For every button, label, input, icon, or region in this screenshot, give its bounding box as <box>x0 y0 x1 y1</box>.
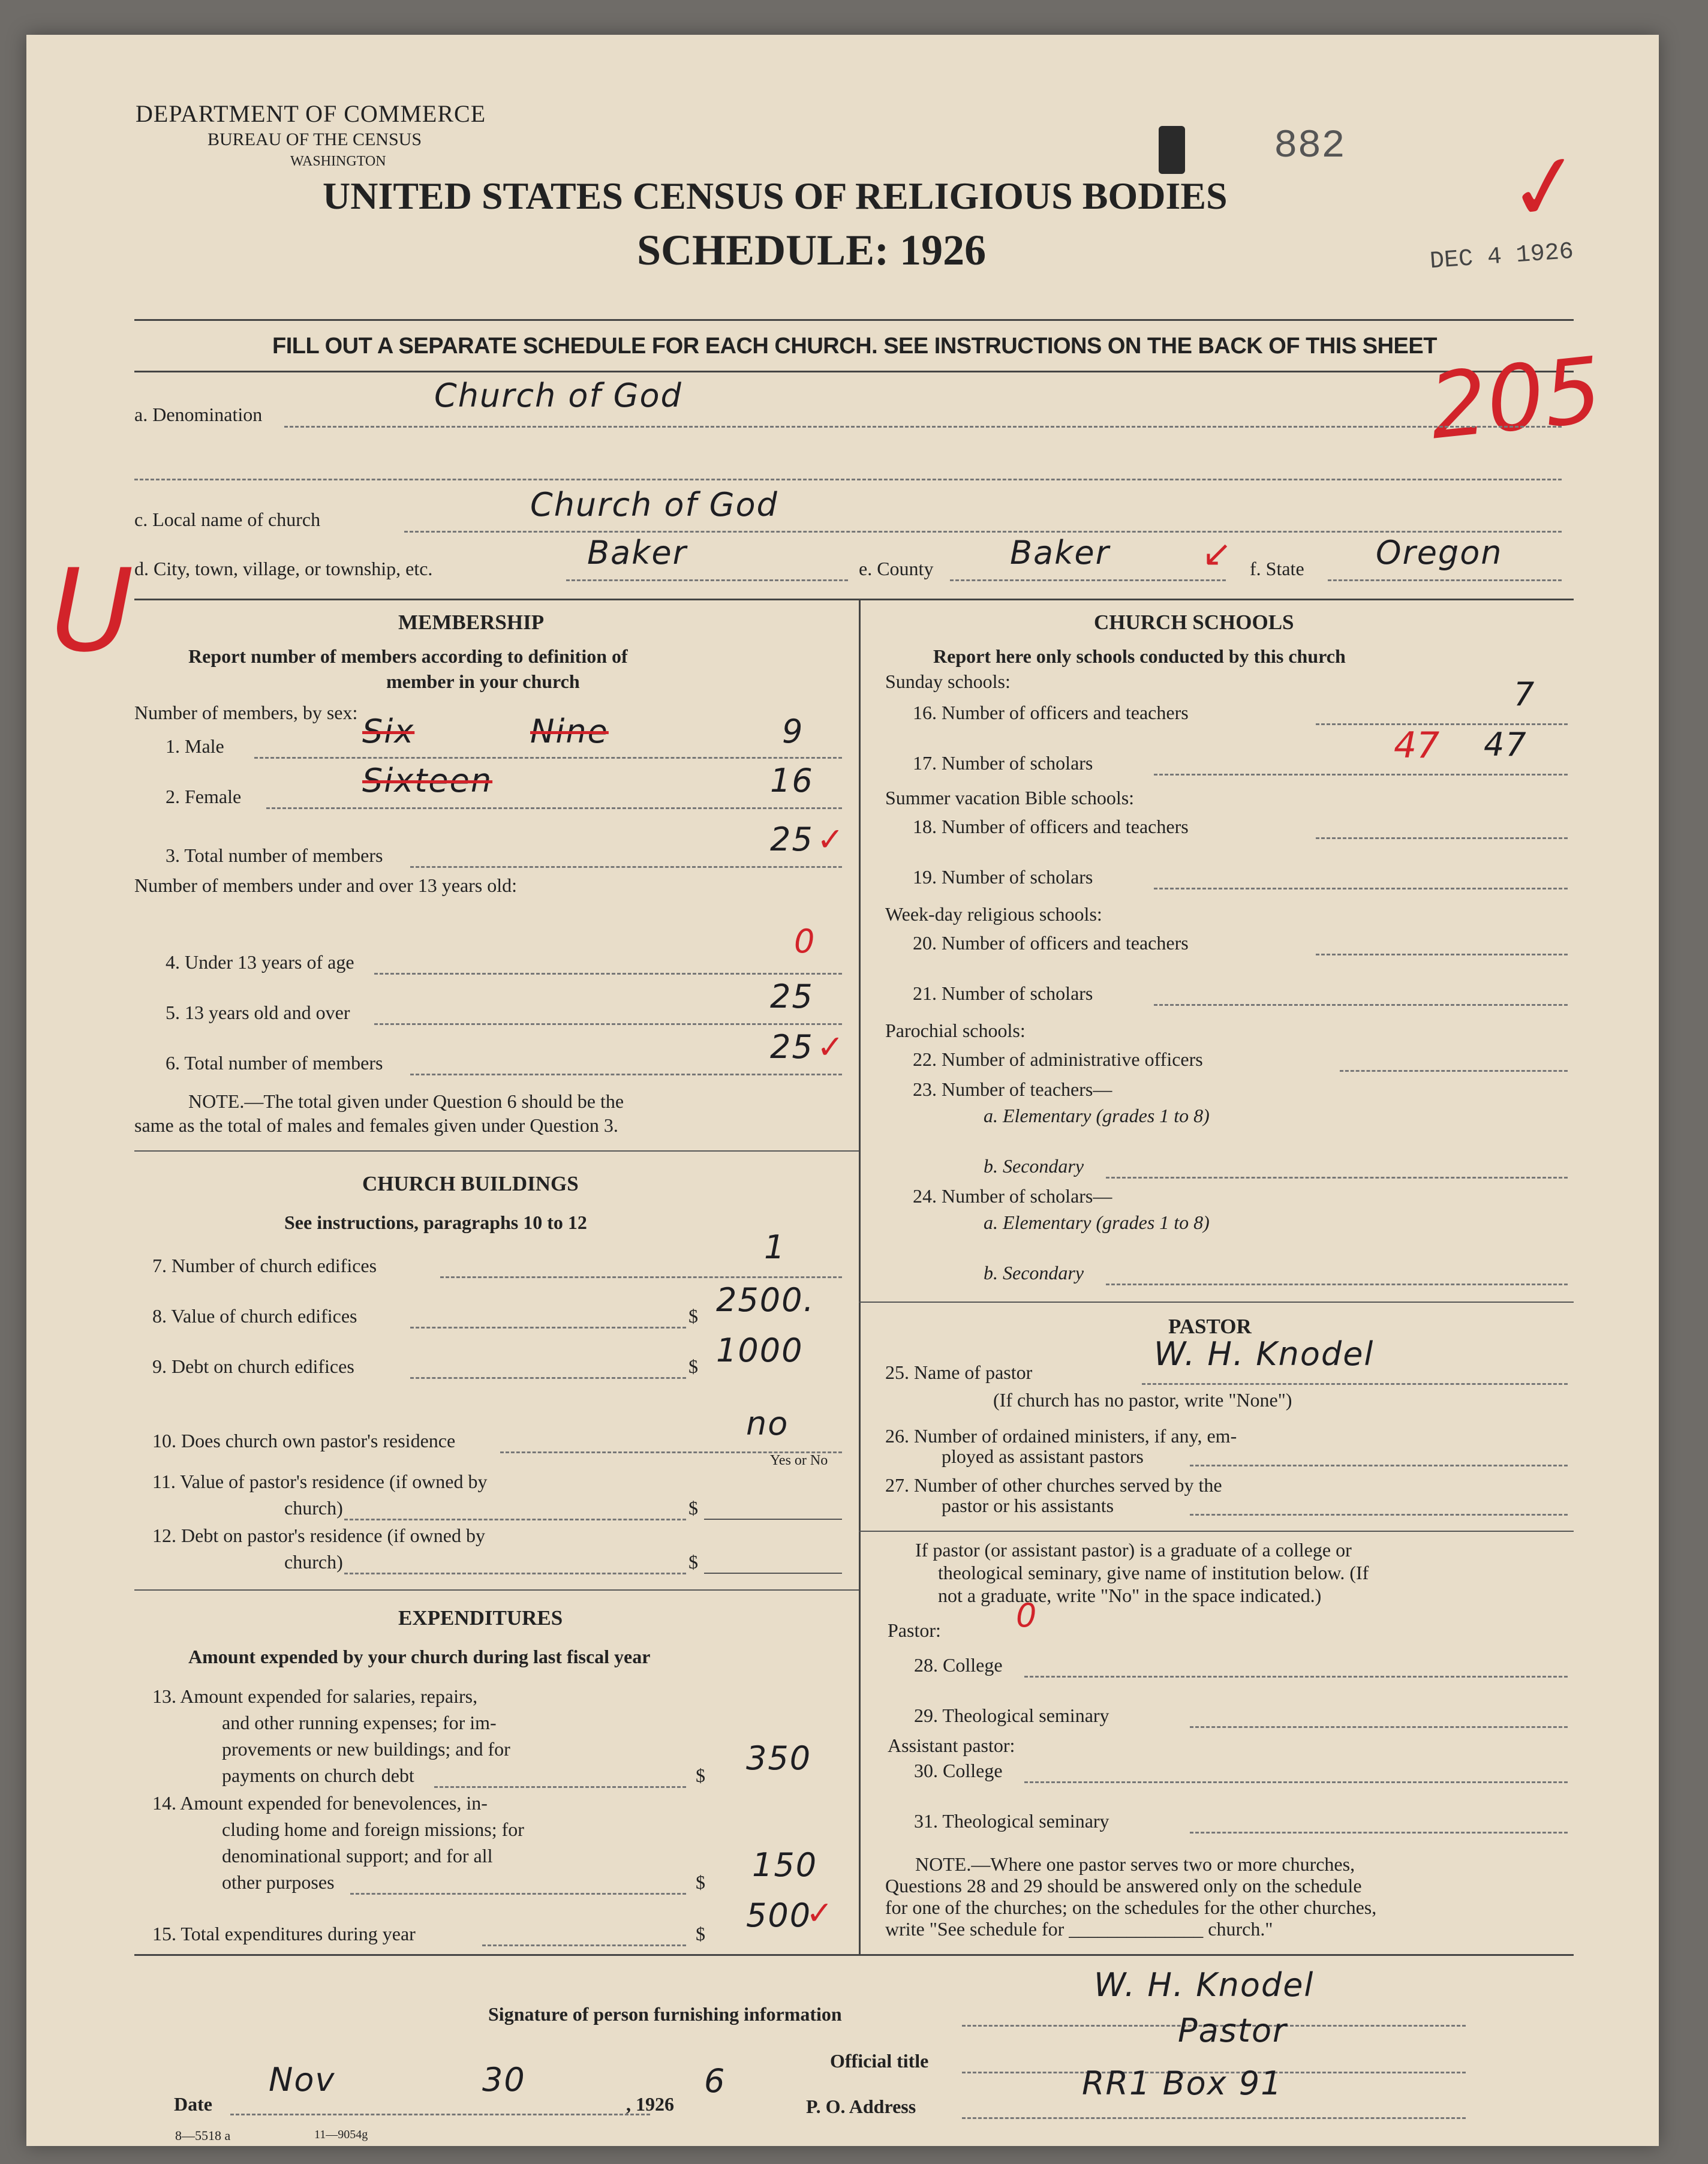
q4-label: 4. Under 13 years of age <box>166 951 354 973</box>
graduate-text-1: If pastor (or assistant pastor) is a graduate of a college or <box>915 1539 1352 1561</box>
q26-label-1: 26. Number of ordained ministers, if any, em- <box>885 1425 1237 1447</box>
q26-line <box>1190 1465 1568 1466</box>
q5-value[interactable]: 25 <box>770 978 814 1015</box>
q15-dollar: $ <box>696 1923 705 1944</box>
department-label: DEPARTMENT OF COMMERCE <box>136 100 486 127</box>
pastor-grad-label: Pastor: <box>888 1619 941 1641</box>
q12-answer-line <box>704 1573 842 1574</box>
pastor-note-2: Questions 28 and 29 should be answered only on the schedule <box>885 1875 1362 1896</box>
q11-line <box>344 1519 686 1520</box>
date-month-value[interactable]: Nov <box>269 2061 336 2099</box>
q8-line <box>410 1327 686 1329</box>
red-annotation-205: 205 <box>1424 338 1607 460</box>
q31-label: 31. Theological seminary <box>914 1810 1109 1832</box>
q3-line <box>410 866 842 868</box>
q15-value[interactable]: 500 <box>746 1896 812 1934</box>
q23b-line <box>1106 1177 1568 1179</box>
q17-label: 17. Number of scholars <box>913 752 1093 774</box>
q12-line <box>344 1573 686 1574</box>
q10-value[interactable]: no <box>746 1405 789 1442</box>
official-title-label: Official title <box>830 2050 929 2072</box>
q2-line <box>266 807 842 809</box>
q12-label-1: 12. Debt on pastor's residence (if owned by <box>152 1525 485 1546</box>
q27-line <box>1190 1514 1568 1516</box>
q8-label: 8. Value of church edifices <box>152 1305 357 1327</box>
q2-label: 2. Female <box>166 786 242 807</box>
signature-rule <box>134 1954 1574 1956</box>
blank-line <box>134 479 1562 480</box>
summer-schools-label: Summer vacation Bible schools: <box>885 787 1135 809</box>
q13-line-1: 13. Amount expended for salaries, repairs, <box>152 1685 478 1707</box>
membership-note-1: NOTE.—The total given under Question 6 should be the <box>188 1090 624 1112</box>
red-check-q3-icon: ✓ <box>817 820 844 858</box>
q8-value[interactable]: 2500. <box>716 1281 815 1319</box>
header-rule-top <box>134 319 1574 321</box>
census-form-sheet <box>26 35 1659 2146</box>
graduate-text-3: not a graduate, write "No" in the space indicated.) <box>938 1585 1322 1606</box>
q24b-line <box>1106 1284 1568 1285</box>
q13-dots <box>434 1786 686 1788</box>
state-value[interactable]: Oregon <box>1376 534 1503 572</box>
q23a-label: a. Elementary (grades 1 to 8) <box>984 1105 1210 1126</box>
sunday-schools-label: Sunday schools: <box>885 671 1011 692</box>
q9-value[interactable]: 1000 <box>716 1332 804 1369</box>
q16-line <box>1316 723 1568 725</box>
red-checkmark-icon: ✓ <box>1500 131 1590 245</box>
q12-dollar: $ <box>688 1551 698 1573</box>
q6-line <box>410 1074 842 1075</box>
q27-label-1: 27. Number of other churches served by the <box>885 1474 1222 1496</box>
local-name-line <box>404 531 1562 533</box>
q10-label: 10. Does church own pastor's residence <box>152 1430 456 1451</box>
pastor-note-3: for one of the churches; on the schedules for the other churches, <box>885 1896 1377 1918</box>
state-label: f. State <box>1250 558 1304 579</box>
header-rule-bottom <box>134 371 1574 372</box>
q22-label: 22. Number of administrative officers <box>913 1048 1203 1070</box>
local-name-label: c. Local name of church <box>134 509 321 530</box>
q6-label: 6. Total number of members <box>166 1052 383 1074</box>
date-label: Date <box>174 2093 212 2115</box>
q3-value[interactable]: 25 <box>770 820 814 858</box>
form-title: UNITED STATES CENSUS OF RELIGIOUS BODIES <box>323 175 1228 217</box>
q2-struck-value: Sixteen <box>362 762 493 800</box>
q14-line-4: other purposes <box>222 1871 335 1893</box>
pastor-grad-value[interactable]: 0 <box>1016 1597 1037 1634</box>
expenditures-title: EXPENDITURES <box>398 1606 563 1630</box>
q19-line <box>1154 888 1568 889</box>
q18-label: 18. Number of officers and teachers <box>913 816 1189 837</box>
print-code: 11—9054g <box>314 2128 368 2141</box>
q14-line-1: 14. Amount expended for benevolences, in- <box>152 1792 488 1814</box>
date-year: , 1926 <box>626 2093 674 2115</box>
pastor-note-4: write "See schedule for ______________ church." <box>885 1918 1273 1940</box>
denomination-line <box>284 426 1562 428</box>
q14-value[interactable]: 150 <box>752 1846 818 1884</box>
q14-dots <box>350 1893 686 1895</box>
membership-subtitle-2: member in your church <box>386 671 580 692</box>
q3-label: 3. Total number of members <box>166 844 383 866</box>
q15-label: 15. Total expenditures during year <box>152 1923 416 1944</box>
assistant-pastor-label: Assistant pastor: <box>888 1735 1015 1756</box>
instruction-line: FILL OUT A SEPARATE SCHEDULE FOR EACH CHURCH. SEE INSTRUCTIONS ON THE BACK OF THIS SHEET <box>272 333 1437 359</box>
city-field-label: d. City, town, village, or township, etc. <box>134 558 433 579</box>
membership-title: MEMBERSHIP <box>398 611 545 634</box>
q9-label: 9. Debt on church edifices <box>152 1355 354 1377</box>
denomination-value[interactable]: Church of God <box>434 377 682 414</box>
date-day-value[interactable]: 30 <box>482 2061 526 2099</box>
state-line <box>1328 579 1562 581</box>
schools-title: CHURCH SCHOOLS <box>1094 611 1294 634</box>
city-label: WASHINGTON <box>290 154 386 169</box>
county-line <box>950 579 1226 581</box>
q13-line-2: and other running expenses; for im- <box>222 1712 497 1733</box>
q11-answer-line <box>704 1519 842 1520</box>
q25-label: 25. Name of pastor <box>885 1361 1033 1383</box>
q22-line <box>1340 1070 1568 1072</box>
q12-label-2: church) <box>284 1551 343 1573</box>
red-check-q6-icon: ✓ <box>817 1028 844 1066</box>
q18-line <box>1316 837 1568 839</box>
q13-dollar: $ <box>696 1765 705 1786</box>
red-check-county-icon: ↙ <box>1202 533 1232 575</box>
q29-label: 29. Theological seminary <box>914 1705 1109 1726</box>
q1-struck-value: Six <box>362 713 415 750</box>
q11-label-2: church) <box>284 1497 343 1519</box>
q13-value[interactable]: 350 <box>746 1739 812 1777</box>
q28-line <box>1024 1676 1568 1678</box>
q17-red-value: 47 <box>1394 725 1440 767</box>
signature-value[interactable]: W. H. Knodel <box>1094 1966 1315 2004</box>
members-by-age-label: Number of members under and over 13 years old: <box>134 874 518 896</box>
q13-line-4: payments on church debt <box>222 1765 414 1786</box>
schedule-title: SCHEDULE: 1926 <box>637 226 987 274</box>
red-annotation-u: U <box>50 545 134 677</box>
q7-line <box>440 1276 842 1278</box>
q7-value[interactable]: 1 <box>764 1228 786 1266</box>
date-stamp: DEC 4 1926 <box>1429 238 1575 276</box>
q2-value[interactable]: 16 <box>770 762 814 800</box>
official-title-value[interactable]: Pastor <box>1178 2012 1288 2049</box>
q15-dots <box>482 1944 686 1946</box>
q30-line <box>1024 1781 1568 1783</box>
q1-value[interactable]: 9 <box>782 713 804 750</box>
section-rule <box>134 599 1574 600</box>
q17-line <box>1154 774 1568 776</box>
q8-dollar: $ <box>688 1305 698 1327</box>
q1-line <box>254 757 842 759</box>
q24b-label: b. Secondary <box>984 1262 1084 1284</box>
city-value[interactable]: Baker <box>587 534 687 572</box>
q24a-label: a. Elementary (grades 1 to 8) <box>984 1212 1210 1233</box>
q5-line <box>374 1023 842 1025</box>
pastor-title: PASTOR <box>1168 1315 1252 1338</box>
q14-line-3: denominational support; and for all <box>222 1845 493 1867</box>
pastor-rule <box>859 1531 1574 1532</box>
q28-label: 28. College <box>914 1654 1003 1676</box>
q23-label: 23. Number of teachers— <box>913 1078 1112 1100</box>
q9-line <box>410 1377 686 1379</box>
q25-hint: (If church has no pastor, write "None") <box>993 1389 1292 1411</box>
date-year-digit: 6 <box>704 2062 726 2100</box>
q14-line-2: cluding home and foreign missions; for <box>222 1819 524 1840</box>
expenditures-subtitle: Amount expended by your church during last fiscal year <box>188 1646 651 1667</box>
county-label: e. County <box>859 558 934 579</box>
q11-label-1: 11. Value of pastor's residence (if owned by <box>152 1471 488 1492</box>
q13-line-3: provements or new buildings; and for <box>222 1738 510 1760</box>
bureau-label: BUREAU OF THE CENSUS <box>208 130 422 149</box>
date-line <box>230 2114 650 2115</box>
q11-dollar: $ <box>688 1497 698 1519</box>
county-value[interactable]: Baker <box>1010 534 1110 572</box>
membership-subtitle-1: Report number of members according to definition of <box>188 645 628 667</box>
q17-value[interactable]: 47 <box>1484 726 1527 764</box>
q31-line <box>1190 1832 1568 1834</box>
q16-label: 16. Number of officers and teachers <box>913 702 1189 723</box>
red-check-q15-icon: ✓ <box>806 1894 834 1932</box>
q24-label: 24. Number of scholars— <box>913 1185 1112 1207</box>
q29-line <box>1190 1726 1568 1728</box>
membership-note-2: same as the total of males and females given under Question 3. <box>134 1114 618 1136</box>
buildings-rule <box>134 1589 859 1591</box>
address-line <box>962 2117 1466 2119</box>
address-label: P. O. Address <box>806 2096 916 2117</box>
local-name-value[interactable]: Church of God <box>530 486 778 524</box>
membership-rule <box>134 1150 859 1152</box>
q16-value[interactable]: 7 <box>1514 675 1536 713</box>
q19-label: 19. Number of scholars <box>913 866 1093 888</box>
q26-label-2: ployed as assistant pastors <box>942 1445 1144 1467</box>
q9-dollar: $ <box>688 1355 698 1377</box>
buildings-subtitle: See instructions, paragraphs 10 to 12 <box>284 1212 587 1233</box>
q1-written-value: Nine <box>530 713 609 750</box>
members-by-sex-label: Number of members, by sex: <box>134 702 358 723</box>
graduate-text-2: theological seminary, give name of institution below. (If <box>938 1562 1369 1583</box>
q25-line <box>1142 1383 1568 1385</box>
weekday-schools-label: Week-day religious schools: <box>885 903 1102 925</box>
q7-label: 7. Number of church edifices <box>152 1255 377 1276</box>
city-line <box>566 579 848 581</box>
q30-label: 30. College <box>914 1760 1003 1781</box>
q14-dollar: $ <box>696 1871 705 1893</box>
q23b-label: b. Secondary <box>984 1155 1084 1177</box>
parochial-schools-label: Parochial schools: <box>885 1020 1026 1041</box>
q20-label: 20. Number of officers and teachers <box>913 932 1189 954</box>
q4-value[interactable]: 0 <box>794 922 815 960</box>
q4-line <box>374 973 842 975</box>
q5-label: 5. 13 years old and over <box>166 1002 350 1023</box>
q10-hint: Yes or No <box>770 1453 828 1468</box>
schools-subtitle: Report here only schools conducted by this church <box>933 645 1346 667</box>
punch-mark <box>1159 126 1185 174</box>
q20-line <box>1316 954 1568 955</box>
address-value[interactable]: RR1 Box 91 <box>1082 2064 1283 2102</box>
schedule-number: 882 <box>1274 124 1345 169</box>
q21-label: 21. Number of scholars <box>913 982 1093 1004</box>
q25-value[interactable]: W. H. Knodel <box>1154 1335 1375 1373</box>
q1-label: 1. Male <box>166 735 224 757</box>
q6-value[interactable]: 25 <box>770 1028 814 1066</box>
column-divider <box>859 599 861 1954</box>
q21-line <box>1154 1004 1568 1006</box>
buildings-title: CHURCH BUILDINGS <box>362 1172 579 1195</box>
pastor-note-1: NOTE.—Where one pastor serves two or more churches, <box>915 1853 1355 1875</box>
signature-label: Signature of person furnishing information <box>488 2003 842 2025</box>
q27-label-2: pastor or his assistants <box>942 1495 1114 1516</box>
denomination-label: a. Denomination <box>134 404 263 425</box>
form-number: 8—5518 a <box>175 2128 231 2143</box>
schools-rule <box>859 1302 1574 1303</box>
